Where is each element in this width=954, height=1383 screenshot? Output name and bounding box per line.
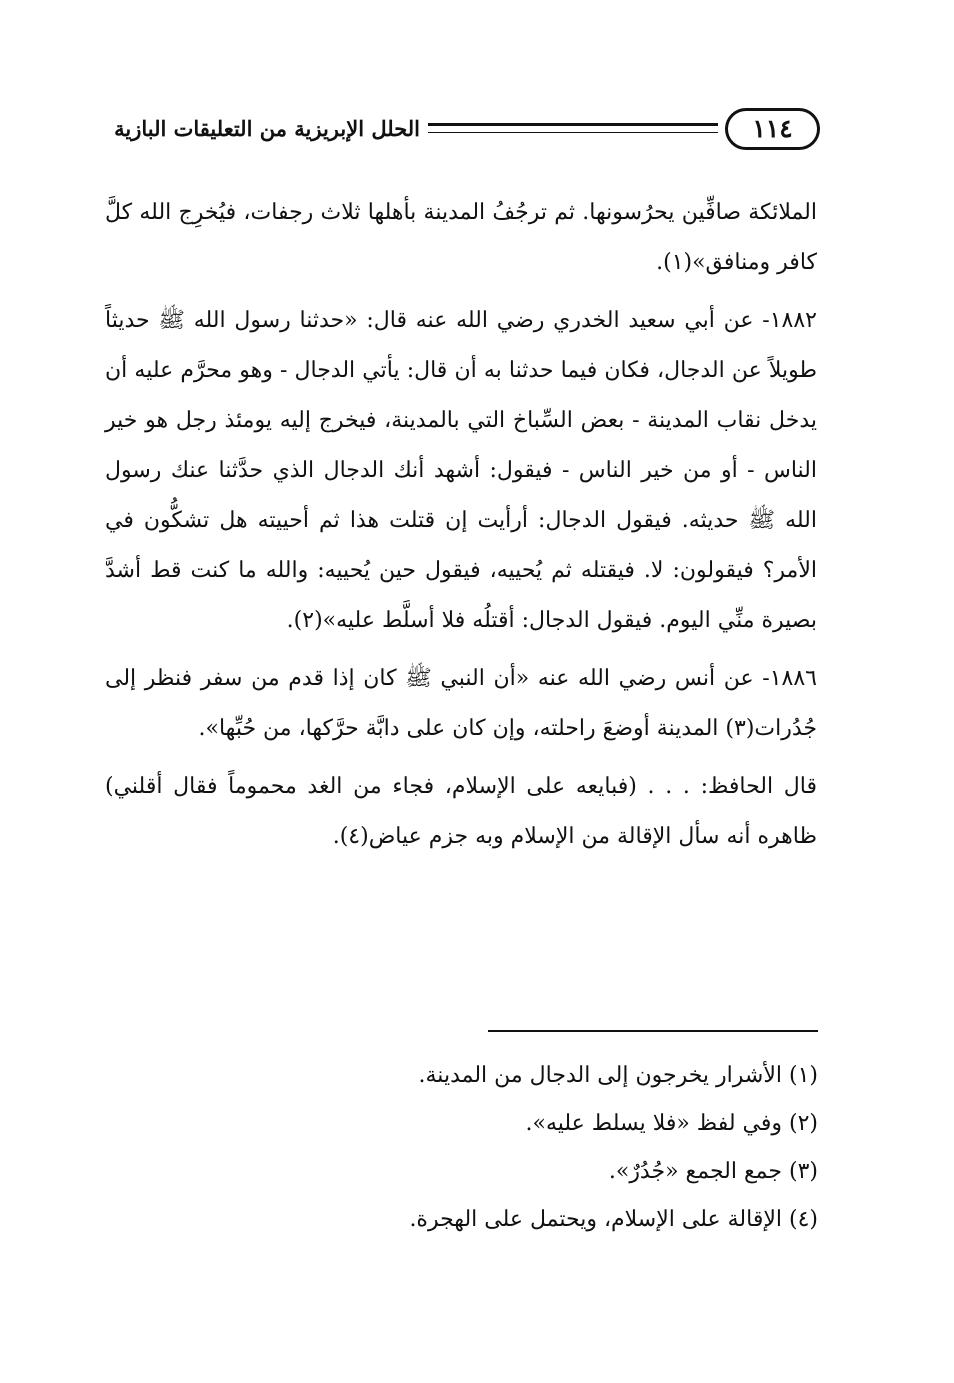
page-header (90, 108, 820, 158)
paragraph (105, 188, 817, 288)
paragraph (105, 296, 817, 646)
running-title: الحلل الإبريزية من التعليقات البازية (114, 116, 420, 141)
paragraph (105, 654, 817, 754)
paragraph-text: الملائكة صافِّين يحرُسونها. ثم ترجُفُ المدينة بأهلها ثلاث رجفات، فيُخرِج الله كلَّ كافر ومنافق»(١). (105, 200, 817, 275)
paragraph-text: قال الحافظ: . . . (فبايعه على الإسلام، فجاء من الغد محموماً فقال أقلني) ظاهره أنه سأل الإقالة من الإسلام وبه جزم عياض(٤). (105, 774, 817, 849)
page-number: ١١٤ (725, 108, 820, 150)
footnote: (١) الأشرار يخرجون إلى الدجال من المدينة. (418, 1063, 818, 1088)
main-text (105, 188, 817, 870)
footnote: (٢) وفي لفظ «فلا يسلط عليه». (525, 1111, 818, 1136)
footnote: (٣) جمع الجمع «جُدُرٌ». (608, 1159, 818, 1184)
footnote-separator (488, 1030, 818, 1032)
paragraph (105, 762, 817, 862)
header-rule (428, 123, 718, 133)
footnotes (298, 1052, 818, 1244)
paragraph-text: ١٨٨٢- عن أبي سعيد الخدري رضي الله عنه قال: «حدثنا رسول الله ﷺ حديثاً طويلاً عن الدجال، فكان فيما حدثنا به أن قال: يأتي الدجال - وهو محرَّم عليه أن يدخل نقاب المدينة - بعض السِّباخ التي بالمدينة، فيخرج إليه يومئذ رجل هو خير الناس - أو من خير الناس - فيقول: أشهد أنك الدجال الذي حدَّثنا عنك رسول الله ﷺ حديثه. فيقول الدجال: أرأيت إن قتلت هذا ثم أحييته هل تشكُّون في الأمر؟ فيقولون: لا. فيقتله ثم يُحييه، فيقول حين يُحييه: والله ما كنت قط أشدَّ بصيرة منِّي اليوم. فيقول الدجال: أقتلُه فلا أسلَّط عليه»(٢). (105, 308, 817, 633)
footnote: (٤) الإقالة على الإسلام، ويحتمل على الهجرة. (409, 1207, 818, 1232)
paragraph-text: ١٨٨٦- عن أنس رضي الله عنه «أن النبي ﷺ كان إذا قدم من سفر فنظر إلى جُدُرات(٣) المدينة أوضعَ راحلته، وإن كان على دابَّة حرَّكها، من حُبِّها». (105, 666, 817, 741)
